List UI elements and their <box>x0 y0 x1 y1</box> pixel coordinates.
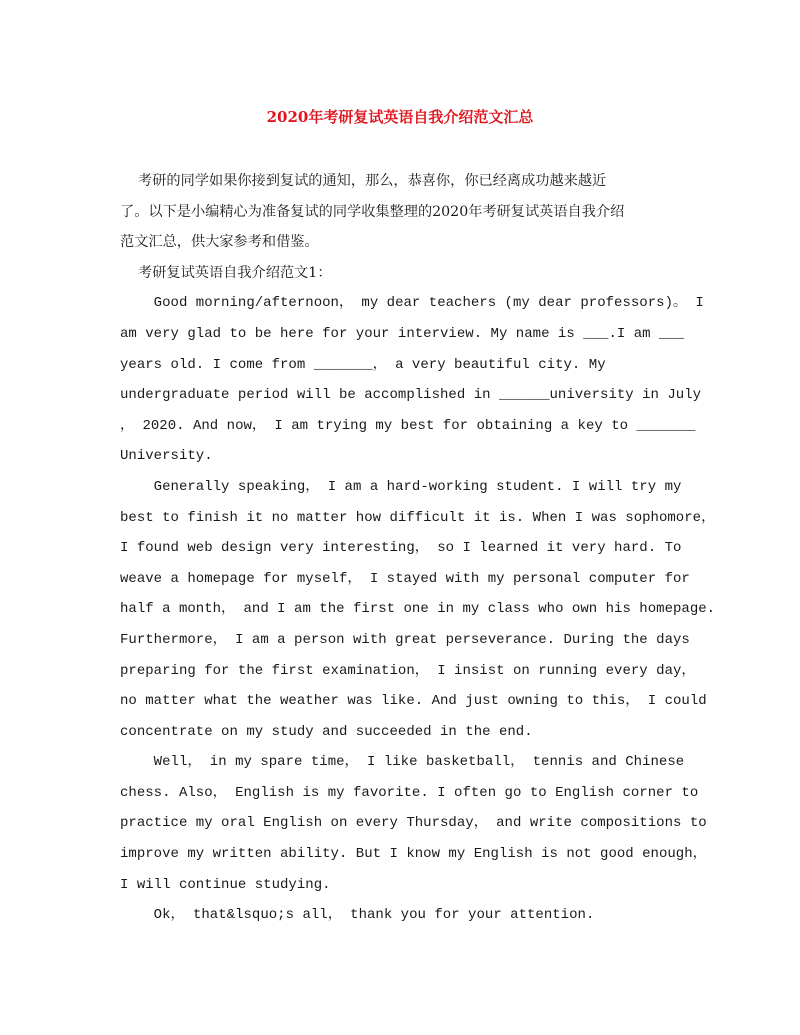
paragraph-line: I will continue studying. <box>120 876 331 893</box>
paragraph-line: years old. I come from _______， a very beautiful city. My <box>120 356 606 373</box>
document-body <box>120 166 716 931</box>
paragraph-line: practice my oral English on every Thursday， and write compositions to <box>120 815 707 832</box>
paragraph-line: University. <box>120 448 213 465</box>
paragraph-line: 范文汇总，供大家参考和借鉴。 <box>120 234 319 251</box>
paragraph-line: Generally speaking， I am a hard-working student. I will try my <box>120 478 682 495</box>
paragraph-line: half a month， and I am the first one in my class who own his homepage. <box>120 601 716 618</box>
paragraph-line: chess. Also， English is my favorite. I often go to English corner to <box>120 784 699 801</box>
section-heading: 考研复试英语自我介绍范文1： <box>120 264 332 281</box>
paragraph-line: no matter what the weather was like. And just owning to this， I could <box>120 693 707 710</box>
paragraph-line: Good morning/afternoon， my dear teachers (my dear professors)。 I <box>120 295 704 312</box>
paragraph-line: Ok， that&lsquo;s all， thank you for your attention. <box>120 907 595 924</box>
paragraph-line: undergraduate period will be accomplished in ______university in July <box>120 387 702 404</box>
paragraph-line: improve my written ability. But I know my English is not good enough， <box>120 846 707 863</box>
paragraph-line: weave a homepage for myself， I stayed with my personal computer for <box>120 570 690 587</box>
paragraph-line: preparing for the first examination， I insist on running every day， <box>120 662 696 679</box>
document-title: 2020年考研复试英语自我介绍范文汇总 <box>266 108 534 126</box>
paragraph-line: am very glad to be here for your interview. My name is ___.I am ___ <box>120 325 685 342</box>
paragraph-line: I found web design very interesting， so I learned it very hard. To <box>120 540 682 557</box>
paragraph-line: best to finish it no matter how difficult it is. When I was sophomore， <box>120 509 716 526</box>
paragraph-line: 考研的同学如果你接到复试的通知，那么，恭喜你，你已经离成功越来越近 <box>120 173 607 189</box>
paragraph-line: Furthermore， I am a person with great perseverance. During the days <box>120 631 690 648</box>
paragraph-line: 了。以下是小编精心为准备复试的同学收集整理的2020年考研复试英语自我介绍 <box>120 203 625 220</box>
paragraph-line: ， 2020. And now， I am trying my best for obtaining a key to _______ <box>120 417 696 434</box>
paragraph-line: Well， in my spare time， I like basketball， tennis and Chinese <box>120 754 685 771</box>
paragraph-line: concentrate on my study and succeeded in the end. <box>120 723 533 740</box>
